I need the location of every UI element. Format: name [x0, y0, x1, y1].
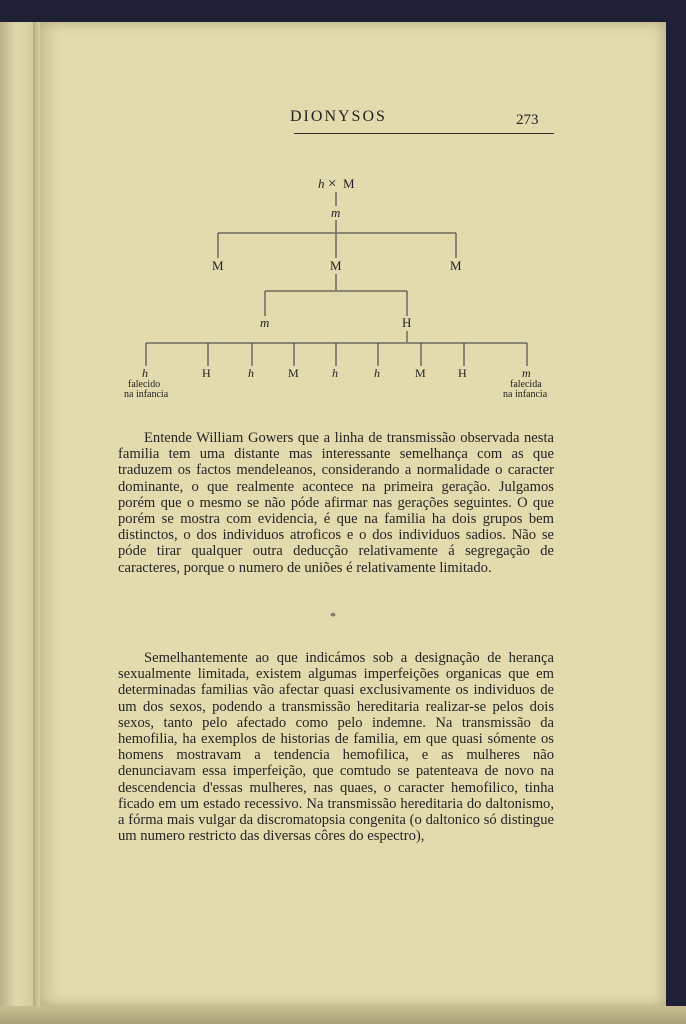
- pedigree-gen2-node-1: M: [330, 258, 342, 273]
- pedigree-gen3-m: m: [260, 315, 270, 330]
- pedigree-gen4-node-5: h: [374, 366, 380, 380]
- pedigree-gen4-node-8: m: [522, 366, 531, 380]
- pedigree-gen4-node-7: H: [458, 366, 467, 380]
- pedigree-gen1-m: m: [331, 205, 341, 220]
- pedigree-gen2-node-0: M: [212, 258, 224, 273]
- pedigree-gen4-node-0: h: [142, 366, 148, 380]
- pedigree-gen4-node-1: H: [202, 366, 211, 380]
- pedigree-gen4-note: na infancia: [124, 389, 169, 400]
- pedigree-gen3-H: H: [402, 315, 412, 330]
- pedigree-gen4-note: na infancia: [503, 389, 548, 400]
- pedigree-gen4-node-2: h: [248, 366, 254, 380]
- pedigree-gen4-node-3: M: [288, 366, 299, 380]
- body-paragraph: Entende William Gowers que a linha de transmissão observada nesta familia tem uma distante mas interessante semelhança com as que traduzem os factos mendeleanos, considerando a normalidade o caracter dominante, o que realmente acontece na primeira geração. Julgamos porém que o mesmo se não póde afirmar nas gerações seguintes. O que porém se mostra com evidencia, é que na familia ha dois grupos bem distinctos, o dos individuos atroficos e o dos individuos sadios. Não se póde tirar qualquer outra deducção relativamente á segregação de caracteres, porque o numero de uniões é relativamente limitado.: [118, 430, 554, 576]
- section-asterism: *: [330, 609, 336, 623]
- pedigree-cross-symbol: ×: [328, 176, 337, 192]
- pedigree-gen4-note: falecida: [510, 379, 542, 390]
- pedigree-gen4-note: falecido: [128, 379, 161, 390]
- pedigree-chart: [0, 0, 686, 420]
- pedigree-parent-M: M: [343, 176, 355, 191]
- body-paragraph: Semelhantemente ao que indicámos sob a designação de herança sexualmente limitada, existem algumas imperfeições organicas que em determinadas familias vão afectar quasi exclusivamente os individuos de um dos sexos, podendo a transmissão hereditaria realizar-se pelos dois sexos, tanto pelo afectado como pelo indemne. Na transmissão da hemofilia, ha exemplos de historias de familia, em que quasi sómente os homens mostravam a tendencia hemofilica, e as mulheres não denunciavam essa imperfeição, que comtudo se patenteava de novo na descendencia d'essas mulheres, nas quaes, o caracter hemofilico, tinha ficado em um estado recessivo. Na transmissão hereditaria do daltonismo, a fórma mais vulgar da discromatopsia congenita (o daltonico só distingue um numero restricto das diversas côres do espectro),: [118, 650, 554, 845]
- page-number: 273: [516, 112, 539, 128]
- running-title: DIONYSOS: [290, 108, 387, 125]
- pedigree-gen4-node-4: h: [332, 366, 338, 380]
- pedigree-gen4-node-6: M: [415, 366, 426, 380]
- pedigree-parent-h: h: [318, 176, 325, 191]
- page-stack-edge: [0, 1006, 686, 1024]
- pedigree-gen2-node-2: M: [450, 258, 462, 273]
